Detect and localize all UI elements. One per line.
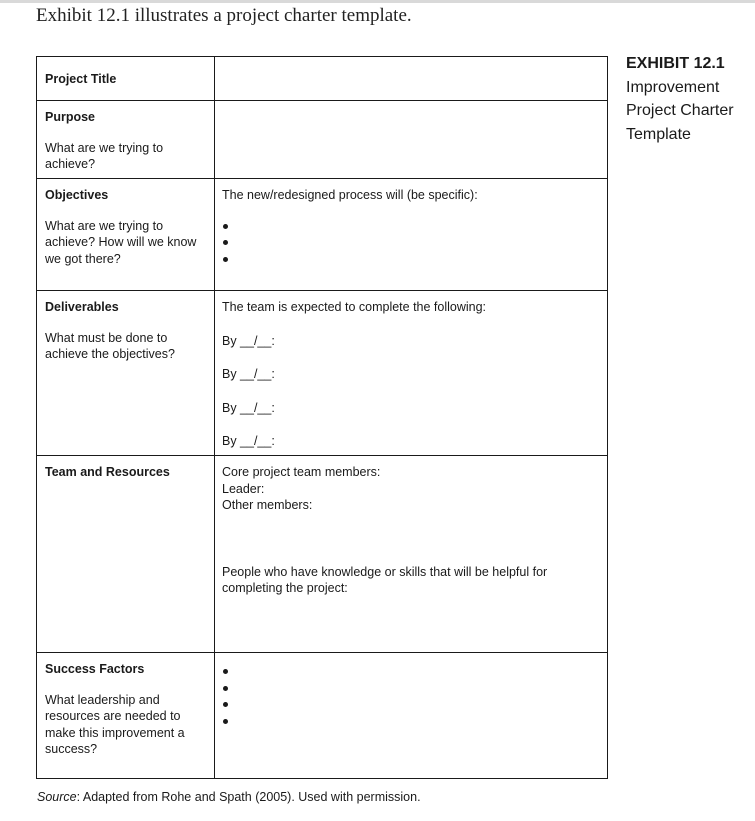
team-resources-label: Team and Resources [45, 465, 170, 479]
purpose-question: What are we trying to achieve? [45, 140, 164, 171]
deliverables-intro: The team is expected to complete the following: [222, 300, 487, 314]
deliverables-label-cell [37, 291, 215, 455]
deliverable-by-line: By __/__: [222, 434, 275, 448]
deliverables-value-cell [215, 291, 607, 455]
objectives-bullet [222, 218, 599, 235]
project-charter-table [36, 56, 608, 779]
purpose-value-cell [215, 101, 607, 178]
source-text: : Adapted from Rohe and Spath (2005). Used with permission. [76, 790, 421, 804]
row-project-title [37, 57, 607, 101]
deliverable-by-line: By __/__: [222, 400, 275, 415]
team-resources-label-cell [37, 456, 215, 652]
project-title-value-cell [215, 57, 607, 100]
exhibit-title-line: Template [626, 125, 691, 143]
exhibit-title-line: Project Charter [626, 102, 734, 119]
team-resources-value-cell [215, 456, 607, 652]
objectives-bullet-list [222, 218, 599, 268]
success-factors-label: Success Factors [45, 662, 145, 676]
row-success-factors [37, 653, 607, 778]
knowledge-people-line: People who have knowledge or skills that will be helpful for completing the project: [222, 564, 548, 595]
objectives-question: What are we trying to achieve? How will we know we got there? [45, 218, 197, 266]
success-factors-bullet [222, 696, 599, 713]
success-factors-bullet [222, 680, 599, 697]
intro-text: Exhibit 12.1 illustrates a project charter template. [36, 5, 412, 26]
row-team-resources [37, 456, 607, 653]
deliverable-by-line: By __/__: [222, 367, 275, 381]
objectives-bullet [222, 251, 599, 268]
source-label: Source [37, 790, 77, 804]
success-factors-bullet-list [222, 663, 599, 729]
deliverables-label: Deliverables [45, 300, 119, 314]
top-rule [0, 0, 755, 3]
success-factors-value-cell [215, 653, 607, 778]
success-factors-question: What leadership and resources are needed to make this improvement a success? [45, 692, 185, 756]
row-deliverables [37, 291, 607, 456]
leader-line: Leader: [222, 481, 265, 496]
success-factors-bullet [222, 663, 599, 680]
success-factors-label-cell [37, 653, 215, 778]
exhibit-side-title [626, 52, 734, 146]
exhibit-number: EXHIBIT 12.1 [626, 55, 725, 72]
core-team-line: Core project team members: [222, 465, 381, 479]
success-factors-bullet [222, 713, 599, 730]
project-title-label: Project Title [45, 72, 117, 86]
deliverables-question: What must be done to achieve the objectives? [45, 330, 175, 361]
purpose-label: Purpose [45, 110, 96, 124]
objectives-bullet [222, 234, 599, 251]
other-members-line: Other members: [222, 498, 313, 512]
objectives-label-cell [37, 179, 215, 290]
deliverable-by-line: By __/__: [222, 333, 275, 348]
source-note [37, 790, 421, 804]
objectives-intro: The new/redesigned process will (be specific): [222, 188, 478, 202]
project-title-label-cell [37, 57, 215, 100]
objectives-value-cell [215, 179, 607, 290]
row-objectives [37, 179, 607, 291]
purpose-label-cell [37, 101, 215, 178]
objectives-label: Objectives [45, 188, 109, 202]
row-purpose [37, 101, 607, 179]
exhibit-title-line: Improvement [626, 78, 720, 96]
